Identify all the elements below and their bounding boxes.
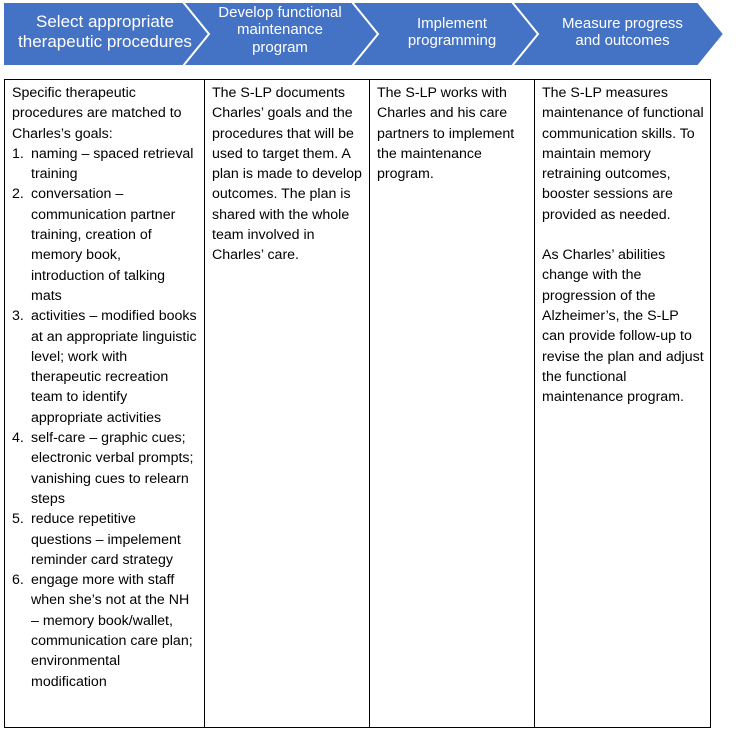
measure-text-1: The S-LP measures maintenance of functional communication skills. To maintain memory retraining outcomes, booster sessions are provided as needed. <box>542 85 704 223</box>
list-item: 1. naming – spaced retrieval training <box>12 145 194 183</box>
list-item: 6. engage more with staff when she’s not at the NH – memory book/wallet, communication care plan; environmental modification <box>12 572 193 690</box>
implement-text: The S-LP works with Charles and his care partners to implement the maintenance program. <box>377 85 515 183</box>
process-table <box>4 79 711 728</box>
step-1-label: Select appropriate therapeutic procedures <box>18 12 192 51</box>
column-measure <box>535 80 710 727</box>
step-4-label: Measure progress and outcomes <box>562 14 683 49</box>
list-item: 3. activities – modified books at an appropriate linguistic level; work with therapeutic recreation team to identify appropriate activities <box>12 308 197 426</box>
list-item: 4. self-care – graphic cues; electronic verbal prompts; vanishing cues to relearn steps <box>12 430 194 507</box>
list-item: 5. reduce repetitive questions – impelement reminder card strategy <box>12 511 181 568</box>
procedures-intro: Specific therapeutic procedures are matched to Charles’s goals: <box>12 85 182 142</box>
develop-program-text: The S-LP documents Charles’ goals and the procedures that will be used to target them. A plan is made to develop outcomes. The plan is shared with the whole team involved in Charles’ care. <box>212 85 362 264</box>
step-3-label: Implement programming <box>407 14 497 49</box>
column-implement <box>370 80 535 727</box>
step-2-label: Develop functional maintenance program <box>218 4 342 56</box>
procedures-list <box>12 144 198 692</box>
column-develop-program <box>205 80 370 727</box>
measure-text-2: As Charles’ abilities change with the progression of the Alzheimer’s, the S-LP can provide follow-up to revise the plan and adjust the functional maintenance program. <box>542 247 704 406</box>
column-procedures <box>5 80 205 727</box>
list-item: 2. conversation – communication partner training, creation of memory book, introduction of talking mats <box>12 186 176 304</box>
